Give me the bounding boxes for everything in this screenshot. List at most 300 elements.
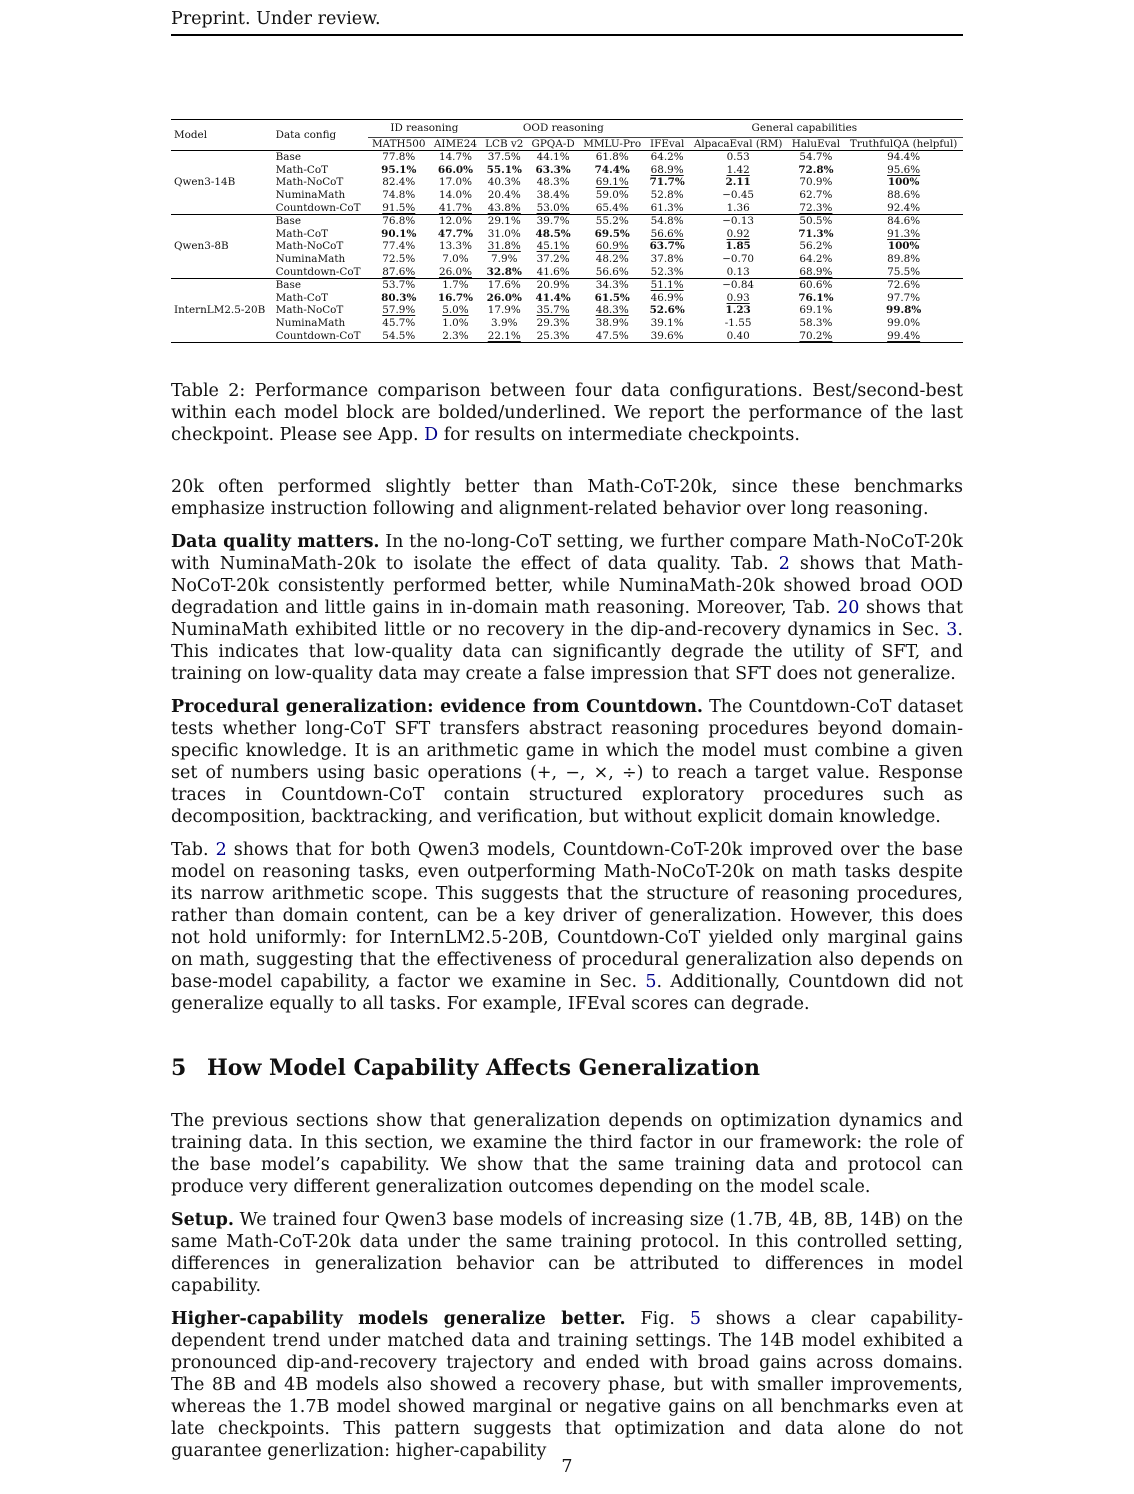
cell-value: 64.2% <box>650 151 684 164</box>
cell-value: 41.6% <box>536 265 570 278</box>
paragraph: 20k often performed slightly better than Math-CoT-20k, since these benchmarks emphasize instruction following and alignment-related behavior over long reasoning. <box>171 477 963 519</box>
value-cell <box>368 304 430 317</box>
cell-value: 69.1% <box>595 176 629 189</box>
value-cell <box>481 215 527 228</box>
table-ref-link[interactable]: 2 <box>215 840 227 860</box>
cell-value: 39.1% <box>650 316 684 329</box>
value-cell <box>481 176 527 189</box>
table-ref-link[interactable]: 2 <box>778 554 790 574</box>
cell-value: 66.0% <box>437 163 474 176</box>
value-cell <box>844 253 963 266</box>
value-cell <box>579 215 646 228</box>
paragraph: The previous sections show that generalization depends on optimization dynamics and training data. In this section, we examine the third factor in our framework: the role of the base model’s capability. We show that the same training data and protocol can produce very different generalization outcomes depending on the model scale. <box>171 1111 963 1197</box>
value-cell <box>788 304 845 317</box>
value-cell <box>430 176 481 189</box>
value-cell <box>579 202 646 215</box>
page-number: 7 <box>561 1457 573 1477</box>
col-header: HaluEval <box>791 137 841 150</box>
paragraph-text: In the no-long-CoT setting, we further compare Math-NoCoT-20k with NuminaMath-20k to isolate the effect of data quality. Tab. <box>171 532 963 574</box>
cell-value: 20.4% <box>487 188 521 201</box>
value-cell <box>579 189 646 202</box>
value-cell <box>481 164 527 177</box>
cell-value: 54.7% <box>799 151 833 164</box>
table-row <box>171 240 963 253</box>
cell-value: 53.0% <box>536 201 570 214</box>
value-cell <box>788 266 845 279</box>
paragraph-text: shows a clear capability-dependent trend under matched data and training settings. The 14B model exhibited a pronounced dip-and-recovery trajectory and ended with broad gains across domains. The 8B and 4B models also showed a recovery phase, but with smaller improvements, whereas the 1.7B model showed marginal or negative gains on all benchmarks even at late checkpoints. This pattern suggests that optimization and data alone do not guarantee generlization: higher-capability <box>171 1309 963 1461</box>
cell-value: 69.1% <box>799 304 833 317</box>
cell-value: 53.7% <box>382 279 416 292</box>
value-cell <box>689 292 788 305</box>
cell-value: 7.9% <box>491 252 518 265</box>
value-cell <box>646 176 689 189</box>
cell-value: 26.0% <box>438 265 472 278</box>
value-cell <box>368 164 430 177</box>
cell-value: 99.0% <box>887 316 921 329</box>
cell-value: 76.1% <box>798 291 834 304</box>
cell-value: 1.7% <box>442 279 469 292</box>
table-row <box>171 292 963 305</box>
value-cell <box>844 266 963 279</box>
value-cell <box>646 304 689 317</box>
cell-value: 75.5% <box>887 265 921 278</box>
value-cell <box>689 189 788 202</box>
cell-value: 0.40 <box>726 329 750 342</box>
value-cell <box>689 151 788 164</box>
cell-value: 29.3% <box>536 316 570 329</box>
cell-value: −0.45 <box>722 188 755 201</box>
section-title: How Model Capability Affects Generalization <box>207 1055 760 1081</box>
value-cell <box>788 164 845 177</box>
cell-value: 88.6% <box>887 188 921 201</box>
data-config-cell: Countdown-CoT <box>275 265 361 278</box>
cell-value: −0.70 <box>722 252 755 265</box>
value-cell <box>430 279 481 292</box>
cell-value: 76.8% <box>382 215 416 228</box>
cell-value: 48.3% <box>595 304 629 317</box>
value-cell <box>368 266 430 279</box>
value-cell <box>481 317 527 330</box>
cell-value: 17.9% <box>487 304 521 317</box>
value-cell <box>579 240 646 253</box>
value-cell <box>368 176 430 189</box>
cell-value: 64.2% <box>799 252 833 265</box>
cell-value: 61.5% <box>594 291 630 304</box>
cell-value: 46.9% <box>650 291 684 304</box>
paragraph-text: We trained four Qwen3 base models of increasing size (1.7B, 4B, 8B, 14B) on the same Math-CoT-20k data under the same training protocol. In this controlled setting, differences in generalization behavior can be attributed to differences in model capability. <box>171 1210 963 1296</box>
cell-value: 38.4% <box>536 188 570 201</box>
cell-value: 100% <box>887 176 920 189</box>
value-cell <box>646 228 689 241</box>
col-header-config: Data config <box>275 128 337 141</box>
data-config-cell: Math-CoT <box>275 227 329 240</box>
body-text-lower <box>171 1110 963 1473</box>
cell-value: 47.5% <box>595 329 629 342</box>
cell-value: 63.3% <box>535 163 571 176</box>
value-cell <box>689 317 788 330</box>
value-cell <box>844 279 963 292</box>
cell-value: 39.7% <box>536 215 570 228</box>
value-cell <box>844 164 963 177</box>
cell-value: 92.4% <box>887 201 921 214</box>
cell-value: 34.3% <box>595 279 629 292</box>
value-cell <box>430 304 481 317</box>
data-config-cell: Math-NoCoT <box>275 176 344 189</box>
paragraph-text: . This indicates that low-quality data can significantly degrade the utility of SFT, and training on low-quality data may create a false impression that SFT does not generalize. <box>171 620 963 684</box>
value-cell <box>481 228 527 241</box>
value-cell <box>527 304 578 317</box>
value-cell <box>481 240 527 253</box>
data-config-cell: Math-NoCoT <box>275 240 344 253</box>
cell-value: 17.0% <box>438 176 472 189</box>
paragraph-text: Tab. <box>171 840 216 860</box>
cell-value: 48.5% <box>535 227 571 240</box>
cell-value: 35.7% <box>536 304 570 317</box>
table-row <box>171 304 963 317</box>
cell-value: 0.92 <box>726 227 750 240</box>
table-row <box>171 253 963 266</box>
cell-value: 2.11 <box>725 176 751 189</box>
paragraph-setup <box>171 1209 963 1297</box>
data-config-cell: Countdown-CoT <box>275 329 361 342</box>
value-cell <box>368 240 430 253</box>
section-ref-link[interactable]: 5 <box>645 972 657 992</box>
model-name-cell: InternLM2.5-20B <box>171 279 273 343</box>
cell-value: 63.7% <box>649 240 685 253</box>
value-cell <box>481 253 527 266</box>
value-cell <box>579 304 646 317</box>
cell-value: 41.4% <box>535 291 571 304</box>
cell-value: 0.93 <box>726 291 750 304</box>
cell-value: 56.6% <box>595 265 629 278</box>
cell-value: 99.8% <box>886 304 922 317</box>
value-cell <box>689 304 788 317</box>
cell-value: 70.2% <box>799 329 833 342</box>
value-cell <box>689 164 788 177</box>
cell-value: 68.9% <box>799 265 833 278</box>
col-header: AlpacaEval (RM) <box>693 137 783 150</box>
cell-value: 7.0% <box>442 252 469 265</box>
table-row <box>171 215 963 228</box>
cell-value: 51.1% <box>650 279 684 292</box>
value-cell <box>579 292 646 305</box>
figure-ref-link[interactable]: 5 <box>689 1309 702 1329</box>
value-cell <box>430 164 481 177</box>
table-row <box>171 317 963 330</box>
cell-value: 72.8% <box>798 163 834 176</box>
value-cell <box>368 330 430 343</box>
cell-value: 61.8% <box>595 151 629 164</box>
value-cell <box>430 317 481 330</box>
cell-value: 74.8% <box>382 188 416 201</box>
cell-value: 1.23 <box>725 304 751 317</box>
value-cell <box>430 240 481 253</box>
value-cell <box>646 151 689 164</box>
cell-value: 71.3% <box>798 227 834 240</box>
cell-value: 39.6% <box>650 329 684 342</box>
value-cell <box>579 279 646 292</box>
value-cell <box>481 266 527 279</box>
value-cell <box>368 202 430 215</box>
value-cell <box>646 202 689 215</box>
value-cell <box>481 151 527 164</box>
value-cell <box>788 189 845 202</box>
cell-value: 50.5% <box>799 215 833 228</box>
value-cell <box>788 330 845 343</box>
value-cell <box>646 317 689 330</box>
cell-value: −0.84 <box>722 279 755 292</box>
cell-value: 5.0% <box>442 304 469 317</box>
value-cell <box>579 253 646 266</box>
value-cell <box>481 330 527 343</box>
value-cell <box>844 151 963 164</box>
value-cell <box>646 330 689 343</box>
value-cell <box>579 176 646 189</box>
col-header: AIME24 <box>433 137 477 150</box>
cell-value: 16.7% <box>437 291 474 304</box>
cell-value: 70.9% <box>799 176 833 189</box>
value-cell <box>368 215 430 228</box>
table-row <box>171 151 963 164</box>
cell-value: 57.9% <box>382 304 416 317</box>
value-cell <box>788 151 845 164</box>
table-row <box>171 164 963 177</box>
value-cell <box>368 292 430 305</box>
value-cell <box>368 317 430 330</box>
cell-value: 82.4% <box>382 176 416 189</box>
value-cell <box>527 266 578 279</box>
value-cell <box>689 202 788 215</box>
paragraph-lead: Higher-capability models generalize better. <box>171 1309 626 1329</box>
data-config-cell: NuminaMath <box>275 252 346 265</box>
cell-value: 37.8% <box>650 252 684 265</box>
value-cell <box>368 189 430 202</box>
cell-value: 68.9% <box>650 163 684 176</box>
value-cell <box>430 151 481 164</box>
cell-value: −0.13 <box>722 215 755 228</box>
table-row <box>171 279 963 292</box>
cell-value: 54.8% <box>650 215 684 228</box>
cell-value: 37.5% <box>487 151 521 164</box>
cell-value: 26.0% <box>486 291 522 304</box>
col-header: LCB v2 <box>485 137 524 150</box>
cell-value: 37.2% <box>536 252 570 265</box>
appendix-link[interactable]: D <box>424 425 439 445</box>
cell-value: 13.3% <box>438 240 472 253</box>
value-cell <box>368 279 430 292</box>
cell-value: 25.3% <box>536 329 570 342</box>
paragraph-text: shows that for both Qwen3 models, Countdown-CoT-20k improved over the base model on reasoning tasks, even outperforming Math-NoCoT-20k on math tasks despite its narrow arithmetic scope. This suggests that the structure of reasoning procedures, rather than domain content, can be a key driver of generalization. However, this does not hold uniformly: for InternLM2.5-20B, Countdown-CoT yielded only marginal gains on math, suggesting that the effectiveness of procedural generalization also depends on base-model capability, a factor we examine in Sec. <box>171 840 964 992</box>
value-cell <box>368 228 430 241</box>
cell-value: 52.8% <box>650 188 684 201</box>
value-cell <box>844 330 963 343</box>
cell-value: 60.6% <box>799 279 833 292</box>
section-number: 5 <box>171 1055 187 1081</box>
cell-value: 43.8% <box>487 201 521 214</box>
cell-value: 91.3% <box>887 227 921 240</box>
value-cell <box>368 253 430 266</box>
col-header: TruthfulQA (helpful) <box>849 137 958 150</box>
cell-value: 97.7% <box>887 291 921 304</box>
value-cell <box>527 253 578 266</box>
cell-value: 55.1% <box>486 163 522 176</box>
value-cell <box>689 240 788 253</box>
value-cell <box>689 266 788 279</box>
value-cell <box>646 189 689 202</box>
section-ref-link[interactable]: 3 <box>946 620 958 640</box>
cell-value: 0.53 <box>726 151 750 164</box>
cell-value: 62.7% <box>799 188 833 201</box>
cell-value: 14.7% <box>438 151 472 164</box>
cell-value: 29.1% <box>487 215 521 228</box>
cell-value: 1.85 <box>725 240 751 253</box>
cell-value: 38.9% <box>595 316 629 329</box>
value-cell <box>844 317 963 330</box>
value-cell <box>646 253 689 266</box>
paragraph-text: shows that NuminaMath exhibited little or no recovery in the dip-and-recovery dynamics in Sec. <box>171 598 963 640</box>
cell-value: 47.7% <box>437 227 474 240</box>
cell-value: 95.1% <box>381 163 417 176</box>
value-cell <box>844 215 963 228</box>
value-cell <box>788 240 845 253</box>
value-cell <box>481 304 527 317</box>
cell-value: 54.5% <box>382 329 416 342</box>
data-config-cell: NuminaMath <box>275 316 346 329</box>
cell-value: 99.4% <box>887 329 921 342</box>
cell-value: 0.13 <box>726 265 750 278</box>
cell-value: 1.0% <box>442 316 469 329</box>
value-cell <box>788 279 845 292</box>
cell-value: 3.9% <box>491 316 518 329</box>
paragraph-data-quality <box>171 531 963 685</box>
results-table <box>171 119 963 343</box>
value-cell <box>788 292 845 305</box>
body-text-upper <box>171 476 963 1026</box>
table-row <box>171 228 963 241</box>
paragraph-countdown-results <box>171 839 963 1015</box>
cell-value: 90.1% <box>381 227 417 240</box>
section-heading <box>171 1054 963 1082</box>
group-header-ood: OOD reasoning <box>481 120 646 138</box>
value-cell <box>527 228 578 241</box>
cell-value: 61.3% <box>650 201 684 214</box>
data-config-cell: Base <box>275 151 301 164</box>
model-name-cell: Qwen3-8B <box>174 240 229 253</box>
cell-value: 56.6% <box>650 227 684 240</box>
value-cell <box>844 228 963 241</box>
paragraph-text: Fig. <box>625 1309 690 1329</box>
paragraph-lead: Procedural generalization: evidence from Countdown. <box>171 697 704 717</box>
cell-value: 41.7% <box>438 201 472 214</box>
table-caption <box>171 380 963 446</box>
cell-value: 1.42 <box>726 163 750 176</box>
value-cell <box>430 215 481 228</box>
col-header-model: Model <box>174 128 208 141</box>
cell-value: 14.0% <box>438 188 472 201</box>
data-config-cell: Math-NoCoT <box>275 304 344 317</box>
value-cell <box>689 176 788 189</box>
value-cell <box>788 215 845 228</box>
table-row <box>171 330 963 343</box>
cell-value: 77.4% <box>382 240 416 253</box>
cell-value: 94.4% <box>887 151 921 164</box>
cell-value: 74.4% <box>594 163 630 176</box>
cell-value: 77.8% <box>382 151 416 164</box>
group-header-id: ID reasoning <box>368 120 481 138</box>
cell-value: 72.6% <box>887 279 921 292</box>
paragraph-text: The Countdown-CoT dataset tests whether long-CoT SFT transfers abstract reasoning procedures beyond domain-specific knowledge. It is an arithmetic game in which the model must combine a given set of numbers using basic operations (+, −, ×, ÷) to reach a target value. Response traces in Countdown-CoT contain structured exploratory procedures such as decomposition, backtracking, and verification, but without explicit domain knowledge. <box>171 697 963 827</box>
cell-value: 72.3% <box>799 201 833 214</box>
value-cell <box>646 240 689 253</box>
cell-value: 55.2% <box>595 215 629 228</box>
table-row <box>171 266 963 279</box>
value-cell <box>646 279 689 292</box>
cell-value: 32.8% <box>486 265 522 278</box>
value-cell <box>788 317 845 330</box>
cell-value: 59.0% <box>595 188 629 201</box>
cell-value: 80.3% <box>381 291 417 304</box>
cell-value: 100% <box>887 240 920 253</box>
paragraph-capability <box>171 1308 963 1462</box>
cell-value: 12.0% <box>438 215 472 228</box>
value-cell <box>481 292 527 305</box>
value-cell <box>788 202 845 215</box>
value-cell <box>646 292 689 305</box>
cell-value: 91.5% <box>382 201 416 214</box>
value-cell <box>527 317 578 330</box>
cell-value: 89.8% <box>887 252 921 265</box>
cell-value: 40.3% <box>487 176 521 189</box>
value-cell <box>430 330 481 343</box>
cell-value: 45.1% <box>536 240 570 253</box>
cell-value: 17.6% <box>487 279 521 292</box>
cell-value: 31.0% <box>487 227 521 240</box>
value-cell <box>646 215 689 228</box>
table-ref-link[interactable]: 20 <box>837 598 860 618</box>
cell-value: 65.4% <box>595 201 629 214</box>
value-cell <box>368 151 430 164</box>
cell-value: 48.3% <box>536 176 570 189</box>
value-cell <box>527 176 578 189</box>
value-cell <box>579 164 646 177</box>
value-cell <box>430 253 481 266</box>
value-cell <box>579 266 646 279</box>
cell-value: 31.8% <box>487 240 521 253</box>
data-config-cell: NuminaMath <box>275 188 346 201</box>
running-header: Preprint. Under review. <box>171 8 963 36</box>
table-row <box>171 202 963 215</box>
cell-value: 95.6% <box>887 163 921 176</box>
cell-value: 58.3% <box>799 316 833 329</box>
value-cell <box>481 279 527 292</box>
value-cell <box>481 202 527 215</box>
col-header: IFEval <box>650 137 685 150</box>
value-cell <box>527 240 578 253</box>
cell-value: 69.5% <box>594 227 630 240</box>
caption-text: Table 2: Performance comparison between four data configurations. Best/second-best within each model block are bolded/underlined. We report the performance of the last checkpoint. Please see App. <box>171 381 963 445</box>
group-header-general: General capabilities <box>646 120 963 138</box>
value-cell <box>844 202 963 215</box>
data-config-cell: Math-CoT <box>275 291 329 304</box>
value-cell <box>527 215 578 228</box>
value-cell <box>844 189 963 202</box>
value-cell <box>527 151 578 164</box>
results-table-grid <box>171 119 963 343</box>
cell-value: -1.55 <box>724 316 752 329</box>
cell-value: 72.5% <box>382 252 416 265</box>
cell-value: 52.3% <box>650 265 684 278</box>
col-header: MMLU-Pro <box>583 137 642 150</box>
